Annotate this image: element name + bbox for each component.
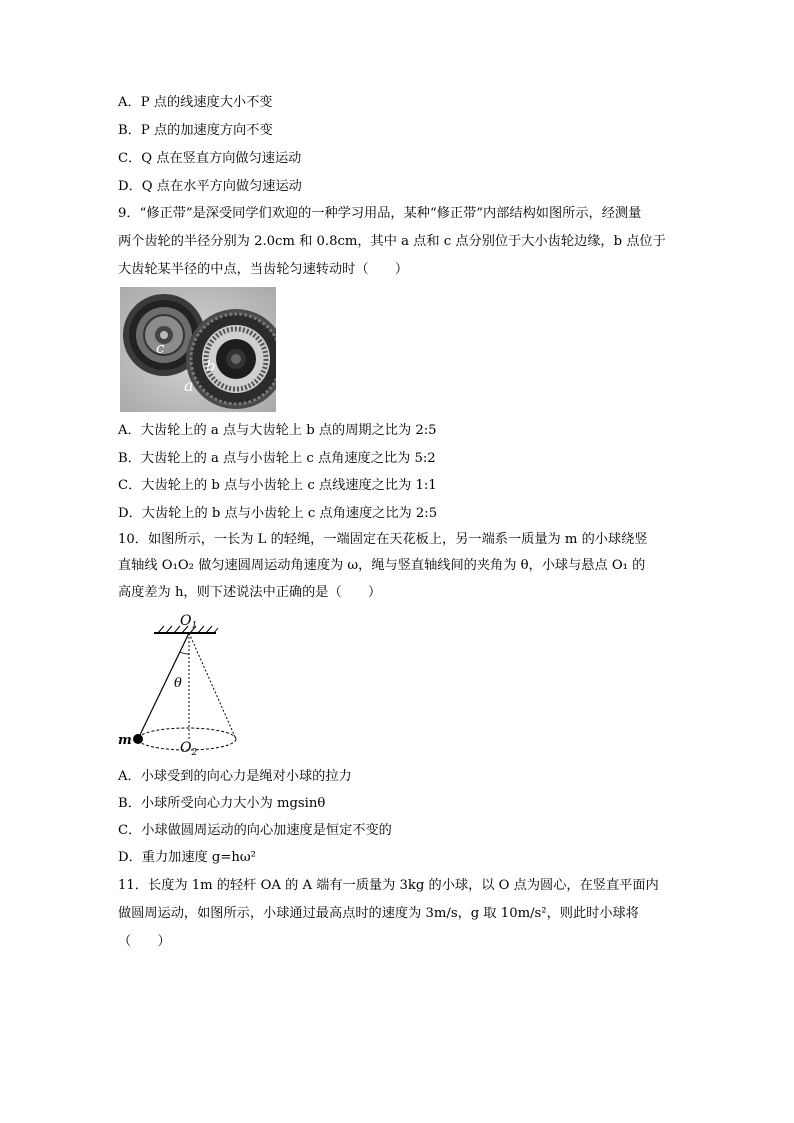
q10-stem-line-3: 高度差为 h，则下述说法中正确的是（ ） — [118, 585, 382, 600]
q10-option-d: D．重力加速度 g=hω² — [118, 850, 256, 865]
photo-label-a: a — [184, 376, 194, 395]
gear-photo-illustration — [120, 287, 276, 412]
q9-option-c: C．大齿轮上的 b 点与小齿轮上 c 点线速度之比为 1:1 — [118, 478, 437, 493]
q8-option-c: C．Q 点在竖直方向做匀速运动 — [118, 151, 302, 166]
q9-option-b: B．大齿轮上的 a 点与小齿轮上 c 点角速度之比为 5:2 — [118, 451, 436, 466]
q11-stem-line-2: 做圆周运动，如图所示，小球通过最高点时的速度为 3m/s，g 取 10m/s²，则此时小球将 — [118, 906, 639, 921]
label-o1: $O_1$ — [180, 613, 198, 631]
q10-stem-line-2: 直轴线 O₁O₂ 做匀速圆周运动角速度为 ω，绳与竖直轴线间的夹角为 θ，小球与悬点 O₁ 的 — [118, 558, 646, 573]
label-o2: $O_2$ — [180, 740, 198, 758]
q11-stem-line-3: （ ） — [118, 934, 171, 949]
cone-right-edge — [189, 633, 236, 739]
q9-option-d: D．大齿轮上的 b 点与小齿轮上 c 点角速度之比为 2:5 — [118, 506, 438, 521]
q9-stem-line-1: 9．“修正带”是深受同学们欢迎的一种学习用品，某种“修正带”内部结构如图所示，经测量 — [118, 206, 642, 221]
ball-icon — [133, 734, 143, 744]
angle-arc — [180, 652, 189, 654]
q9-stem-line-3: 大齿轮某半径的中点，当齿轮匀速转动时（ ） — [118, 262, 409, 277]
photo-label-c: c — [156, 339, 165, 357]
q8-option-d: D．Q 点在水平方向做匀速运动 — [118, 179, 302, 194]
q9-stem-line-2: 两个齿轮的半径分别为 2.0cm 和 0.8cm，其中 a 点和 c 点分别位于大小齿轮边缘，b 点位于 — [118, 234, 666, 249]
q8-option-a: A．P 点的线速度大小不变 — [118, 95, 273, 110]
correction-tape-gear-photo — [120, 287, 276, 412]
q8-option-b: B．P 点的加速度方向不变 — [118, 123, 273, 138]
q11-stem-line-1: 11．长度为 1m 的轻杆 OA 的 A 端有一质量为 3kg 的小球，以 O 点为圆心，在竖直平面内 — [118, 878, 659, 893]
q10-option-c: C．小球做圆周运动的向心加速度是恒定不变的 — [118, 823, 392, 838]
q10-option-a: A．小球受到的向心力是绳对小球的拉力 — [118, 769, 352, 784]
q10-stem-line-1: 10．如图所示，一长为 L 的轻绳，一端固定在天花板上，另一端系一质量为 m 的小球绕竖 — [118, 532, 648, 547]
label-m: m — [118, 733, 132, 748]
q10-option-b: B．小球所受向心力大小为 mgsinθ — [118, 796, 326, 811]
label-theta: θ — [174, 676, 182, 691]
photo-label-b: b — [206, 357, 216, 375]
q9-option-a: A．大齿轮上的 a 点与大齿轮上 b 点的周期之比为 2:5 — [118, 423, 437, 438]
conical-pendulum-diagram — [118, 610, 258, 760]
